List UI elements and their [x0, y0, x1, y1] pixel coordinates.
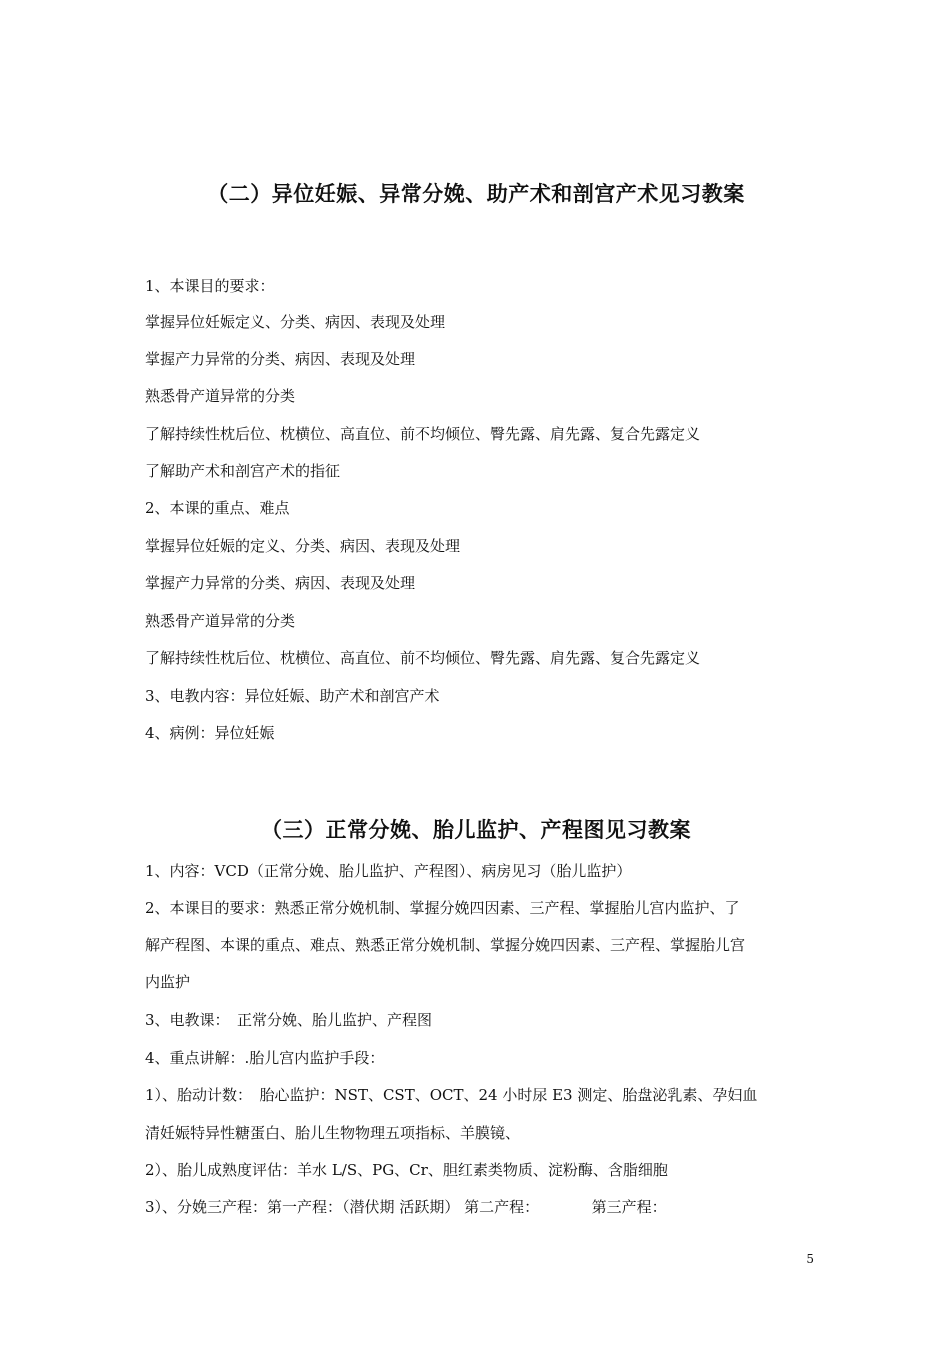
s2-line-1: 1、本课目的要求：	[145, 277, 275, 295]
s3-line-2: 2、本课目的要求：熟悉正常分娩机制、掌握分娩四因素、三产程、掌握胎儿宫内监护、了	[145, 899, 740, 917]
s2-line-3: 掌握产力异常的分类、病因、表现及处理	[145, 350, 416, 368]
s3-line-3: 解产程图、本课的重点、难点、熟悉正常分娩机制、掌握分娩四因素、三产程、掌握胎儿宫	[145, 936, 746, 954]
s3-line-8: 清妊娠特异性糖蛋白、胎儿生物物理五项指标、羊膜镜、	[145, 1124, 521, 1142]
s2-line-9: 掌握产力异常的分类、病因、表现及处理	[145, 574, 416, 592]
s3-line-5: 3、电教课： 正常分娩、胎儿监护、产程图	[145, 1011, 433, 1029]
section-2-title: （二）异位妊娠、异常分娩、助产术和剖宫产术见习教案	[207, 181, 745, 206]
page-number: 5	[806, 1252, 814, 1266]
s2-line-7: 2、本课的重点、难点	[145, 499, 290, 517]
s2-line-8: 掌握异位妊娠的定义、分类、病因、表现及处理	[145, 537, 461, 555]
section-3-title: （三）正常分娩、胎儿监护、产程图见习教案	[261, 817, 691, 842]
s3-line-6: 4、重点讲解：.胎儿宫内监护手段：	[145, 1049, 385, 1067]
s3-line-10: 3）、分娩三产程：第一产程：（潜伏期 活跃期） 第二产程： 第三产程：	[145, 1198, 667, 1216]
s2-line-13: 4、病例：异位妊娠	[145, 724, 275, 742]
s2-line-10: 熟悉骨产道异常的分类	[145, 612, 296, 630]
s2-line-12: 3、电教内容：异位妊娠、助产术和剖宫产术	[145, 687, 440, 705]
s2-line-11: 了解持续性枕后位、枕横位、高直位、前不均倾位、臀先露、肩先露、复合先露定义	[145, 649, 701, 667]
s2-line-5: 了解持续性枕后位、枕横位、高直位、前不均倾位、臀先露、肩先露、复合先露定义	[145, 425, 701, 443]
s3-line-7: 1）、胎动计数： 胎心监护：NST、CST、OCT、24 小时尿 E3 测定、胎盘泌乳素、孕妇血	[145, 1086, 758, 1104]
s2-line-4: 熟悉骨产道异常的分类	[145, 387, 296, 405]
s3-line-9: 2）、胎儿成熟度评估：羊水 L/S、PG、Cr、胆红素类物质、淀粉酶、含脂细胞	[145, 1161, 668, 1179]
s3-line-1: 1、内容：VCD（正常分娩、胎儿监护、产程图）、病房见习（胎儿监护）	[145, 862, 632, 880]
s3-line-4: 内监护	[145, 973, 191, 991]
s2-line-6: 了解助产术和剖宫产术的指征	[145, 462, 341, 480]
s2-line-2: 掌握异位妊娠定义、分类、病因、表现及处理	[145, 313, 446, 331]
